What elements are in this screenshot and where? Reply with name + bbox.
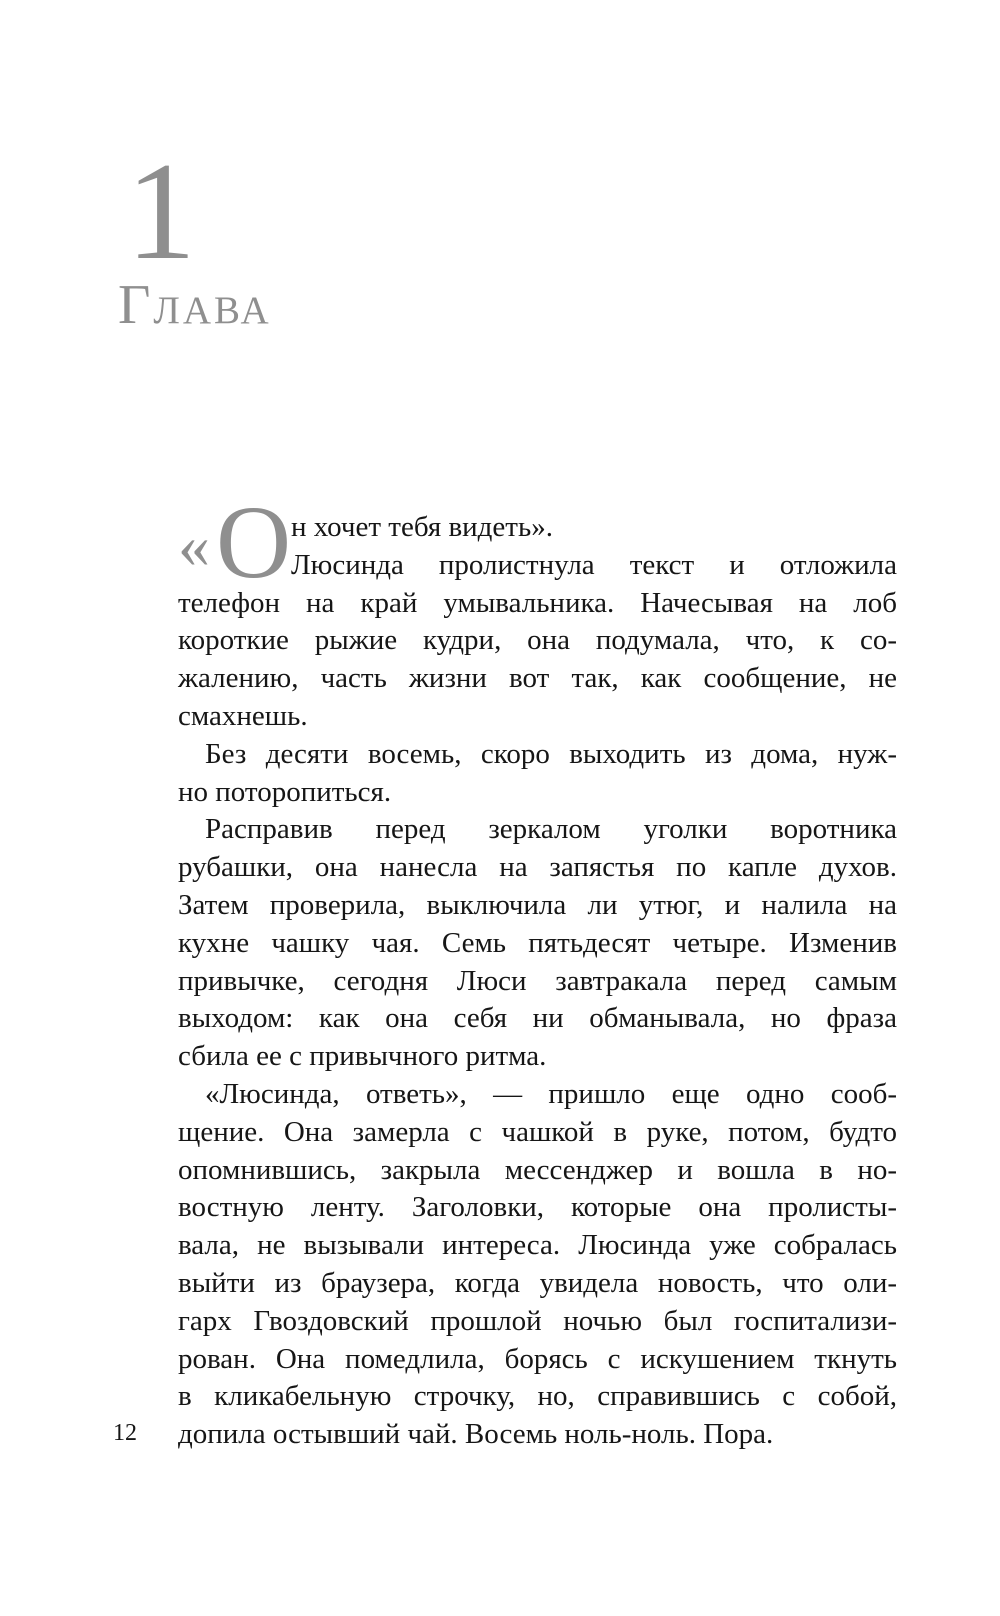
text-line: Люсинда пролистнула текст и отложила (291, 548, 897, 581)
text-line: рубашки, она нанесла на запястья по капле духов. (178, 851, 897, 884)
paragraph (178, 811, 897, 1076)
text-line: «Люсинда, ответь», — пришло еще одно сооб- (205, 1077, 897, 1110)
chapter-number: 1 (126, 134, 196, 289)
drop-cap (178, 485, 292, 600)
paragraph (178, 485, 897, 736)
text-line: допила остывший чай. Восемь ноль-ноль. Пора. (178, 1418, 774, 1451)
text-line: выходом: как она себя ни обманывала, но фраза (178, 1002, 897, 1035)
paragraph (178, 736, 897, 812)
text-line: в кликабельную строчку, но, справившись с собой, (178, 1380, 897, 1413)
body-text (178, 485, 897, 1454)
text-line: щение. Она замерла с чашкой в руке, потом, будто (178, 1115, 897, 1148)
opening-guillemet: « (178, 510, 210, 581)
text-line: н хочет тебя видеть». (291, 511, 553, 543)
text-line: привычке, сегодня Люси завтракала перед самым (178, 964, 897, 997)
drop-cap-letter: О (216, 485, 292, 600)
text-line: востную ленту. Заголовки, которые она пролисты- (178, 1191, 897, 1224)
text-line: гарх Гвоздовский прошлой ночью был госпитализи- (178, 1304, 897, 1337)
text-line: короткие рыжие кудри, она подумала, что, к со- (178, 624, 897, 657)
text-line: рован. Она помедлила, борясь с искушением ткнуть (178, 1342, 897, 1375)
text-line: телефон на край умывальника. Начесывая на лоб (178, 586, 897, 619)
text-line: выйти из браузера, когда увидела новость, что оли- (178, 1266, 897, 1299)
text-line: сбила ее с привычного ритма. (178, 1040, 547, 1073)
chapter-label: Глава (118, 274, 272, 336)
text-line: но поторопиться. (178, 775, 392, 808)
text-line: жалению, часть жизни вот так, как сообщение, не (178, 662, 897, 695)
paragraph (178, 1076, 897, 1454)
text-line: Затем проверила, выключила ли утюг, и налила на (178, 888, 897, 921)
page-number: 12 (113, 1420, 137, 1446)
text-line: Без десяти восемь, скоро выходить из дома, нуж- (205, 737, 897, 770)
text-line: смахнешь. (178, 699, 308, 732)
text-line: Расправив перед зеркалом уголки воротника (205, 813, 897, 846)
text-line: опомнившись, закрыла мессенджер и вошла в но- (178, 1153, 897, 1186)
text-line: кухне чашку чая. Семь пятьдесят четыре. Изменив (178, 926, 897, 959)
text-line: вала, не вызывали интереса. Люсинда уже собралась (178, 1229, 897, 1262)
